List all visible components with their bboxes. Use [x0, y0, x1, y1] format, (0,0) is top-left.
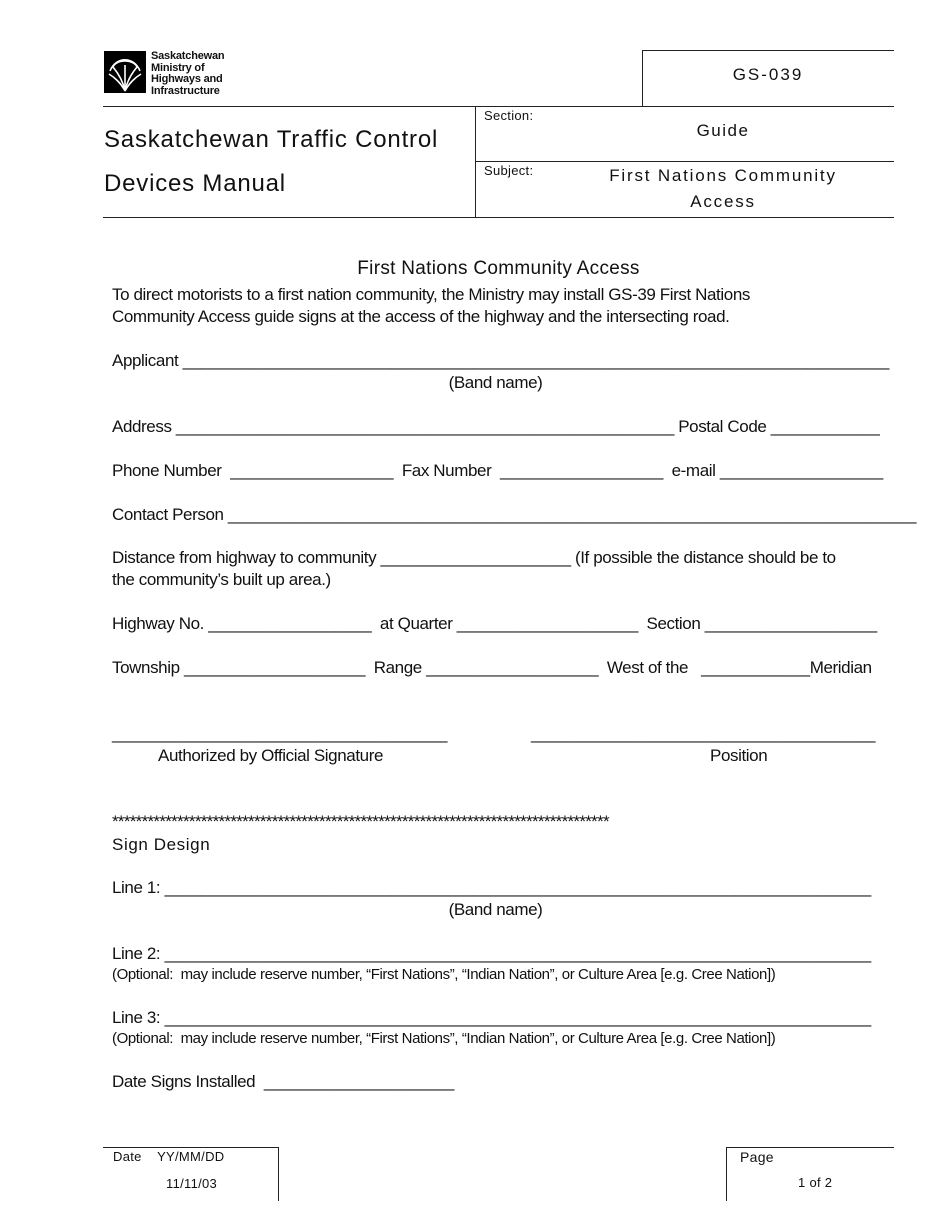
line-3-field[interactable]: Line 3: ______________________________________________________________________________	[112, 1008, 871, 1027]
line-2-note: (Optional: may include reserve number, “First Nations”, “Indian Nation”, or Culture Area [e.g. Cree Nation])	[112, 966, 776, 983]
page-number: 1 of 2	[798, 1175, 833, 1190]
date-value: 11/11/03	[166, 1176, 218, 1191]
subject-value-line-1: First Nations Community	[609, 166, 837, 185]
sign-design-heading: Sign Design	[112, 835, 211, 854]
township-range-meridian-row[interactable]: Township ____________________ Range ___________________ West of the ____________Meridian	[112, 658, 872, 677]
page-label: Page	[740, 1149, 774, 1165]
highway-quarter-section-row[interactable]: Highway No. __________________ at Quarter ____________________ Section ___________________	[112, 614, 877, 633]
wheat-sheaf-icon	[104, 51, 146, 93]
separator-stars: ************************************************************************************	[112, 812, 609, 831]
subject-value-line-2: Access	[690, 192, 756, 211]
band-name-hint-2: (Band name)	[448, 900, 543, 919]
distance-field-line-1[interactable]: Distance from highway to community _____________________ (If possible the distance should be to	[112, 548, 836, 567]
date-signs-installed-field[interactable]: Date Signs Installed _____________________	[112, 1072, 454, 1091]
address-field[interactable]: Address _______________________________________________________ Postal Code ____________	[112, 417, 880, 436]
intro-line-1: To direct motorists to a first nation community, the Ministry may install GS-39 First Nations	[112, 285, 750, 304]
applicant-field[interactable]: Applicant ______________________________________________________________________________	[112, 351, 889, 370]
date-label: Date YY/MM/DD	[113, 1149, 225, 1164]
signature-line[interactable]: _____________________________________	[112, 724, 448, 743]
signature-label: Authorized by Official Signature	[158, 746, 384, 765]
intro-line-2: Community Access guide signs at the access of the highway and the intersecting road.	[112, 307, 730, 326]
ministry-logo-text	[151, 51, 224, 97]
position-label: Position	[710, 746, 768, 765]
phone-fax-email-row[interactable]: Phone Number __________________ Fax Number __________________ e-mail __________________	[112, 461, 883, 480]
position-line[interactable]: ______________________________________	[531, 724, 876, 743]
logo-line-1: Saskatchewan	[151, 50, 225, 62]
logo-line-2: Ministry of	[151, 61, 205, 74]
manual-title-line-1: Saskatchewan Traffic Control	[104, 126, 439, 153]
line-1-field[interactable]: Line 1: ______________________________________________________________________________	[112, 878, 871, 897]
subject-label: Subject:	[484, 163, 534, 178]
form-title: First Nations Community Access	[357, 258, 640, 279]
logo-line-4: Infrastructure	[151, 84, 220, 97]
contact-person-field[interactable]: Contact Person ____________________________________________________________________________	[112, 505, 917, 524]
document-code: GS-039	[732, 65, 804, 84]
ministry-logo	[104, 51, 146, 93]
line-3-note: (Optional: may include reserve number, “First Nations”, “Indian Nation”, or Culture Area [e.g. Cree Nation])	[112, 1030, 776, 1047]
band-name-hint-1: (Band name)	[448, 373, 543, 392]
distance-field-line-2: the community’s built up area.)	[112, 570, 331, 589]
logo-line-3: Highways and	[151, 73, 223, 85]
line-2-field[interactable]: Line 2: ______________________________________________________________________________	[112, 944, 871, 963]
section-label: Section:	[484, 108, 534, 123]
manual-title-line-2: Devices Manual	[104, 170, 286, 197]
section-value: Guide	[696, 121, 750, 140]
